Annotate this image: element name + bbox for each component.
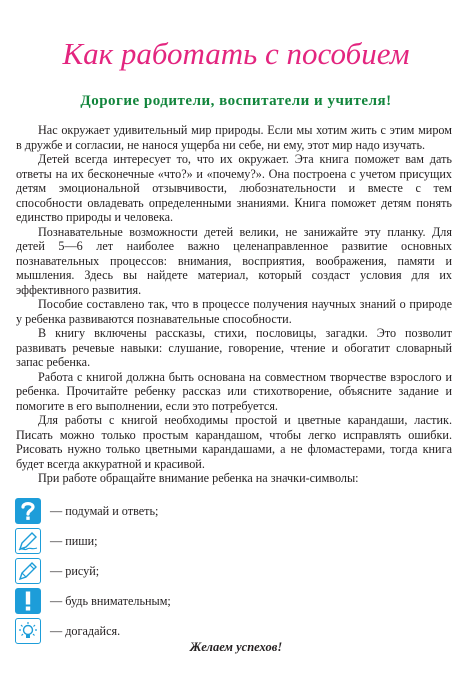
paragraph: В книгу включены рассказы, стихи, пословицы, загадки. Это позволит развивать речевые навыки: слушание, говорение, чтение и обогатит словарный запас ребенка. bbox=[16, 326, 452, 369]
symbol-label: — догадайся. bbox=[50, 623, 121, 638]
paragraph: Для работы с книгой необходимы простой и цветные карандаши, ластик. Писать можно только простым карандашом, чтобы легко исправлять ошибки. Рисовать нужно только цветными карандашами, а не фломастерами, тогда книга будет всегда аккуратной и красивой. bbox=[16, 413, 452, 471]
paragraph: Детей всегда интересует то, что их окружает. Эта книга поможет вам дать ответы на их бесконечные «что?» и «почему?». Она построена с учетом присущих детям эмоциональной отзывчивости, любознательности и вместе с тем способности овладевать определенными знаниями. Книга поможет детям понять единство природы и человека. bbox=[16, 152, 452, 224]
symbols-intro: При работе обращайте внимание ребенка на значки-символы: bbox=[38, 471, 359, 485]
symbol-label: — рисуй; bbox=[50, 563, 100, 578]
symbol-row-write bbox=[15, 526, 315, 556]
exclamation-icon bbox=[15, 588, 41, 614]
symbol-row-draw bbox=[15, 556, 315, 586]
closing-wish: Желаем успехов! bbox=[189, 640, 283, 654]
paragraph: Познавательные возможности детей велики, не занижайте эту планку. Для детей 5—6 лет наиболее важно целенаправленное развитие основных познавательных процессов: внимания, восприятия, воображения, памяти и мышления. Здесь вы найдете материал, который создаст условия для их эффективного развития. bbox=[16, 224, 452, 297]
symbol-row-attention bbox=[15, 586, 315, 616]
symbol-label: — пиши; bbox=[50, 533, 98, 548]
symbol-label: — подумай и ответь; bbox=[50, 503, 159, 518]
symbol-list bbox=[15, 496, 315, 646]
paragraph: Работа с книгой должна быть основана на совместном творчестве взрослого и ребенка. Прочитайте ребенку рассказ или стихотворение, объясните задание и помогите в его выполнении, если это потребуется. bbox=[16, 369, 452, 413]
pencil-write-icon bbox=[15, 528, 41, 554]
page-title: Как работать с пособием bbox=[62, 36, 410, 71]
pencil-draw-icon bbox=[15, 558, 41, 584]
body-text bbox=[16, 123, 452, 486]
symbol-label: — будь внимательным; bbox=[50, 593, 171, 608]
paragraph: Пособие составлено так, что в процессе получения научных знаний о природе у ребенка развиваются познавательные способности. bbox=[16, 297, 452, 326]
symbol-row-think bbox=[15, 496, 315, 526]
question-icon bbox=[15, 498, 41, 524]
greeting-heading: Дорогие родители, воспитатели и учителя! bbox=[80, 93, 392, 109]
paragraph: Нас окружает удивительный мир природы. Если мы хотим жить с этим миром в дружбе и согласии, не нанося ущерба ни себе, ни ему, этот мир надо изучать. bbox=[16, 123, 452, 152]
